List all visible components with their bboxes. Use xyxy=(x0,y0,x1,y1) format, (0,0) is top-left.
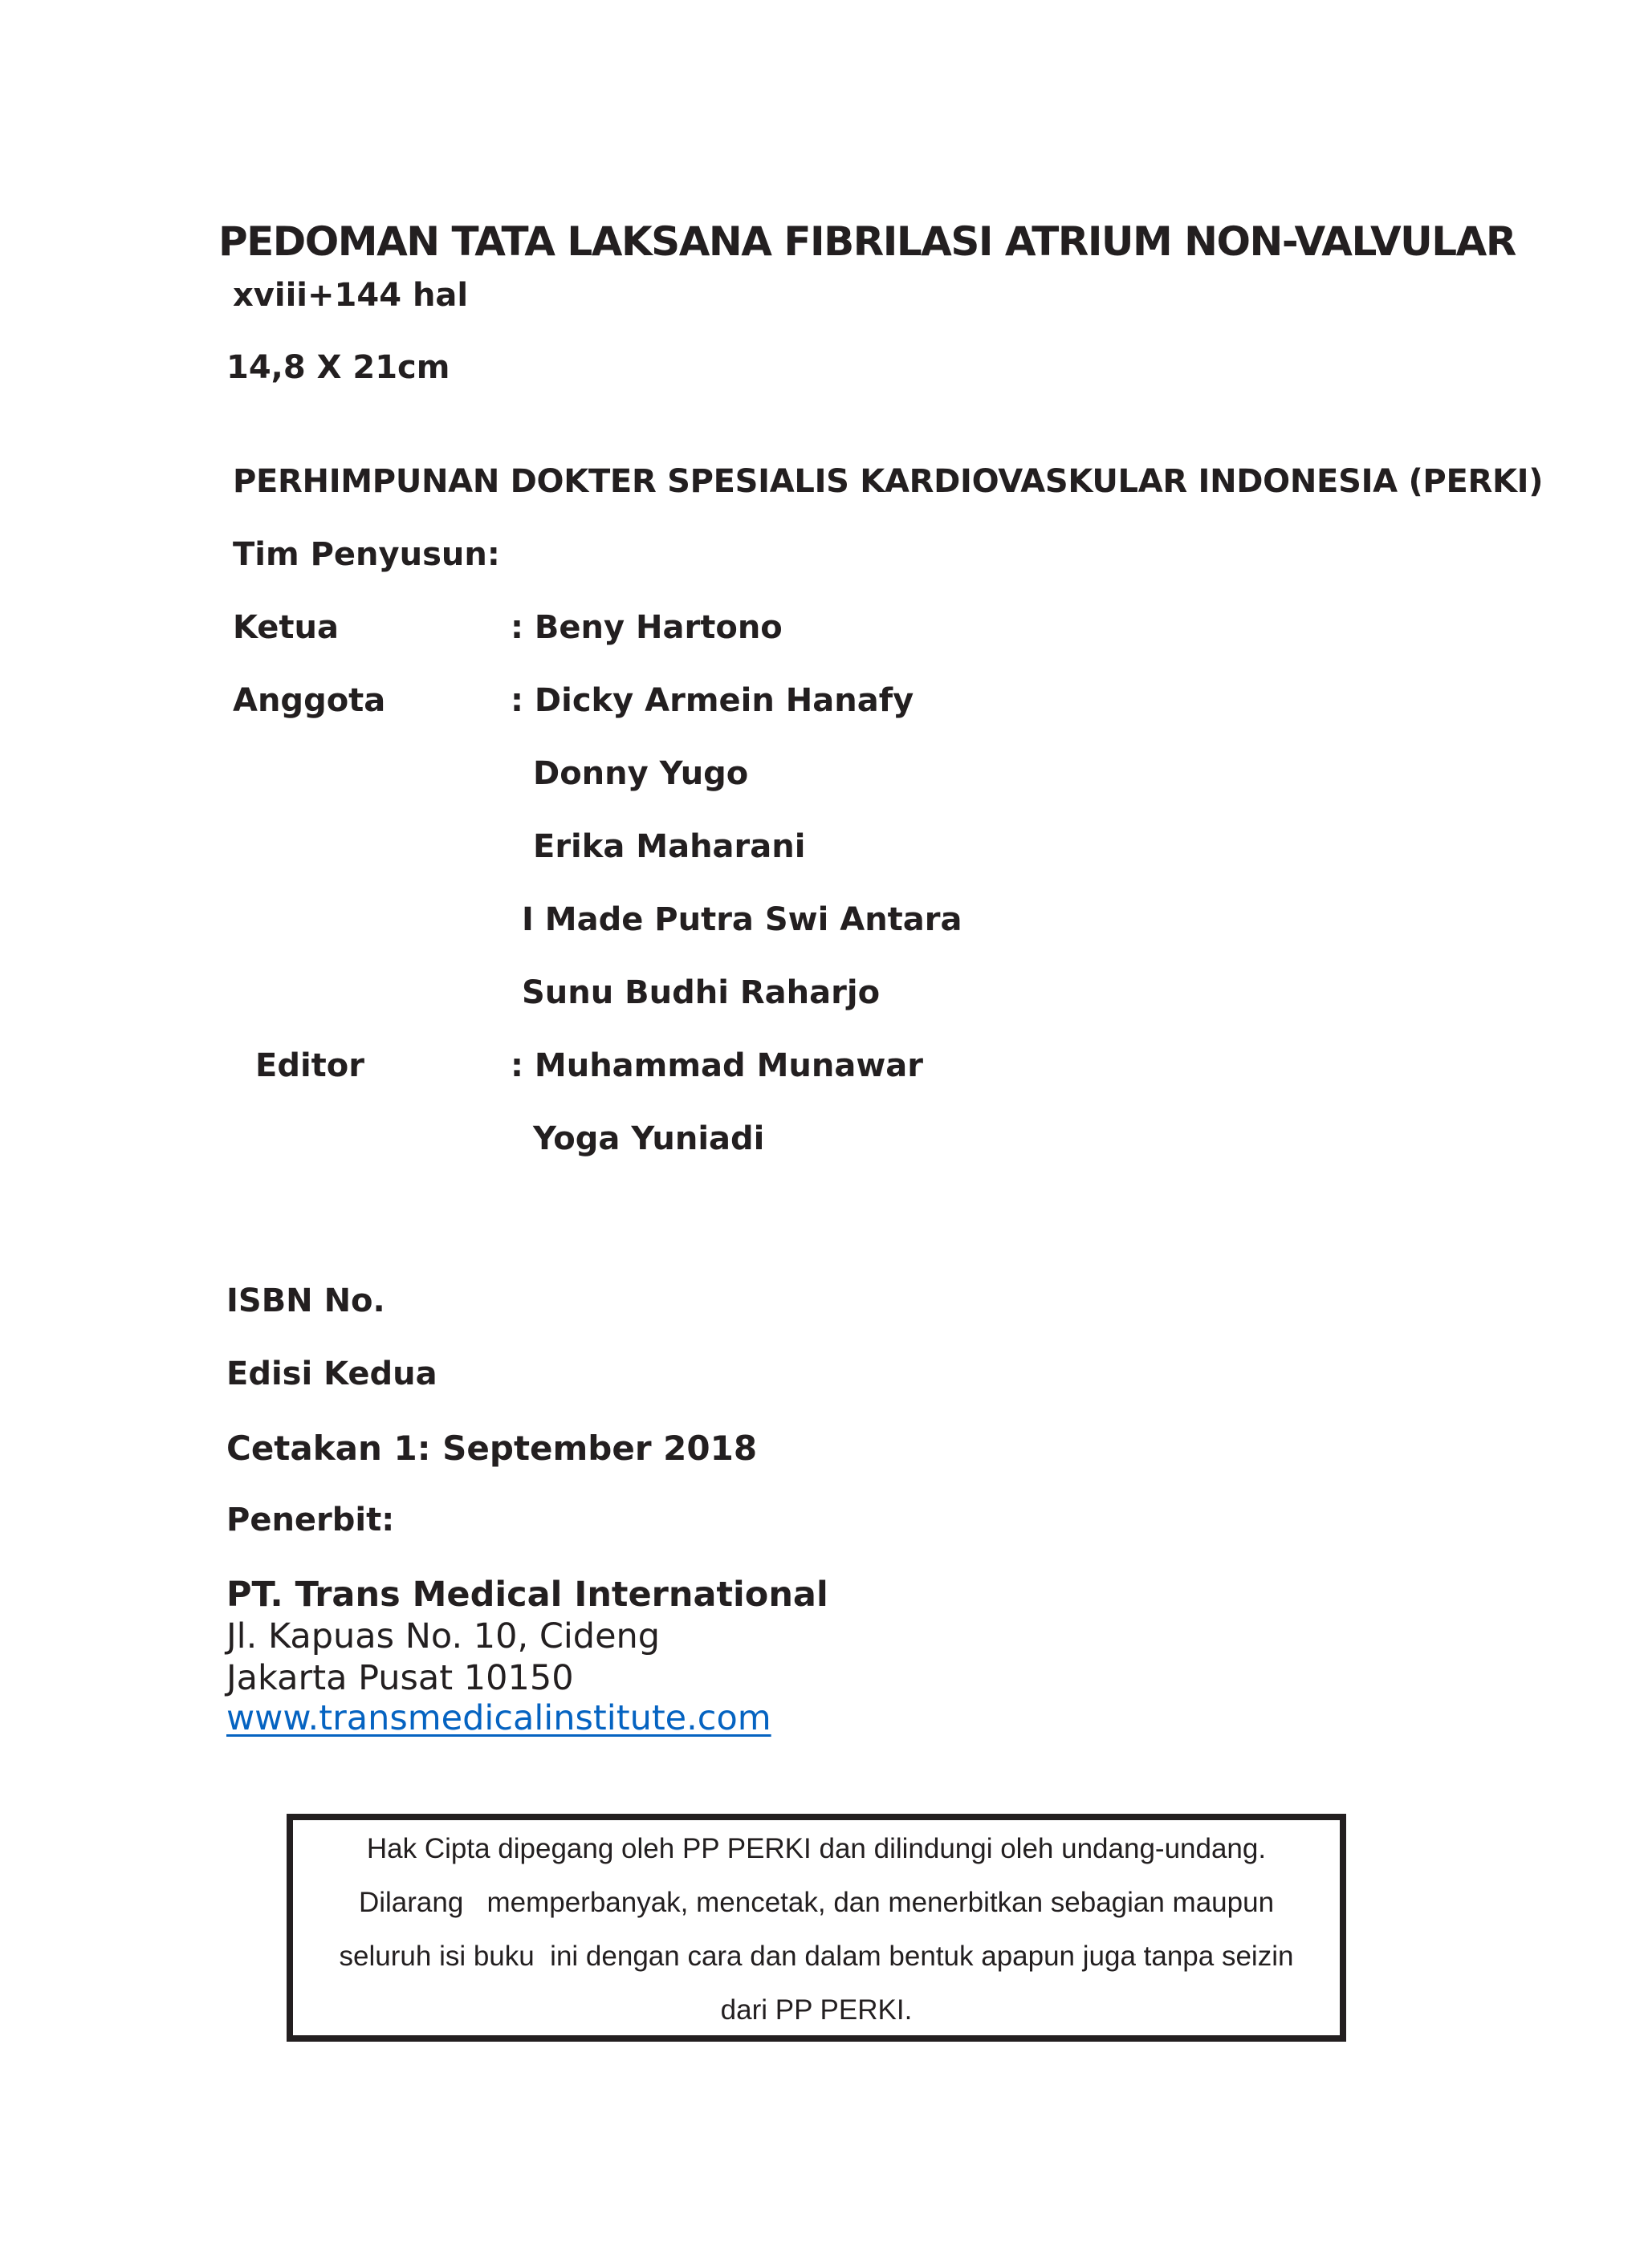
copyright-line: dari PP PERKI. xyxy=(720,1994,913,2026)
book-size: 14,8 X 21cm xyxy=(226,349,450,386)
copyright-line: Hak Cipta dipegang oleh PP PERKI dan dilindungi oleh undang-undang. xyxy=(366,1833,1267,1864)
chair-name: : Beny Hartono xyxy=(511,609,783,646)
copyright-line: Dilarang memperbanyak, mencetak, dan menerbitkan sebagian maupun xyxy=(358,1887,1275,1918)
editor-name: : Muhammad Munawar xyxy=(511,1047,924,1084)
members-label: Anggota xyxy=(233,682,386,719)
printing-date: Cetakan 1: September 2018 xyxy=(226,1429,758,1468)
chair-label: Ketua xyxy=(233,609,340,646)
page-count: xviii+144 hal xyxy=(233,277,469,314)
book-title: PEDOMAN TATA LAKSANA FIBRILASI ATRIUM NON-VALVULAR xyxy=(218,218,1516,265)
publisher-address-line1: Jl. Kapuas No. 10, Cideng xyxy=(226,1616,661,1656)
copyright-notice-box xyxy=(287,1814,1346,2042)
member-name: : Dicky Armein Hanafy xyxy=(511,682,914,719)
publisher-address-line2: Jakarta Pusat 10150 xyxy=(226,1658,574,1698)
publisher-name: PT. Trans Medical International xyxy=(226,1575,828,1615)
publisher-label: Penerbit: xyxy=(226,1502,395,1538)
member-name: I Made Putra Swi Antara xyxy=(522,901,962,938)
copyright-line: seluruh isi buku ini dengan cara dan dalam bentuk apapun juga tanpa seizin xyxy=(339,1941,1294,1972)
member-name: Erika Maharani xyxy=(533,828,806,865)
edition: Edisi Kedua xyxy=(226,1356,437,1392)
editor-label: Editor xyxy=(255,1047,364,1084)
publisher-website-link[interactable]: www.transmedicalinstitute.com xyxy=(226,1698,771,1738)
organization-name: PERHIMPUNAN DOKTER SPESIALIS KARDIOVASKULAR INDONESIA (PERKI) xyxy=(233,463,1544,500)
isbn: ISBN No. xyxy=(226,1282,385,1319)
team-heading: Tim Penyusun: xyxy=(233,536,500,573)
member-name: Sunu Budhi Raharjo xyxy=(522,974,881,1011)
editor-name: Yoga Yuniadi xyxy=(533,1120,765,1157)
member-name: Donny Yugo xyxy=(533,755,749,792)
